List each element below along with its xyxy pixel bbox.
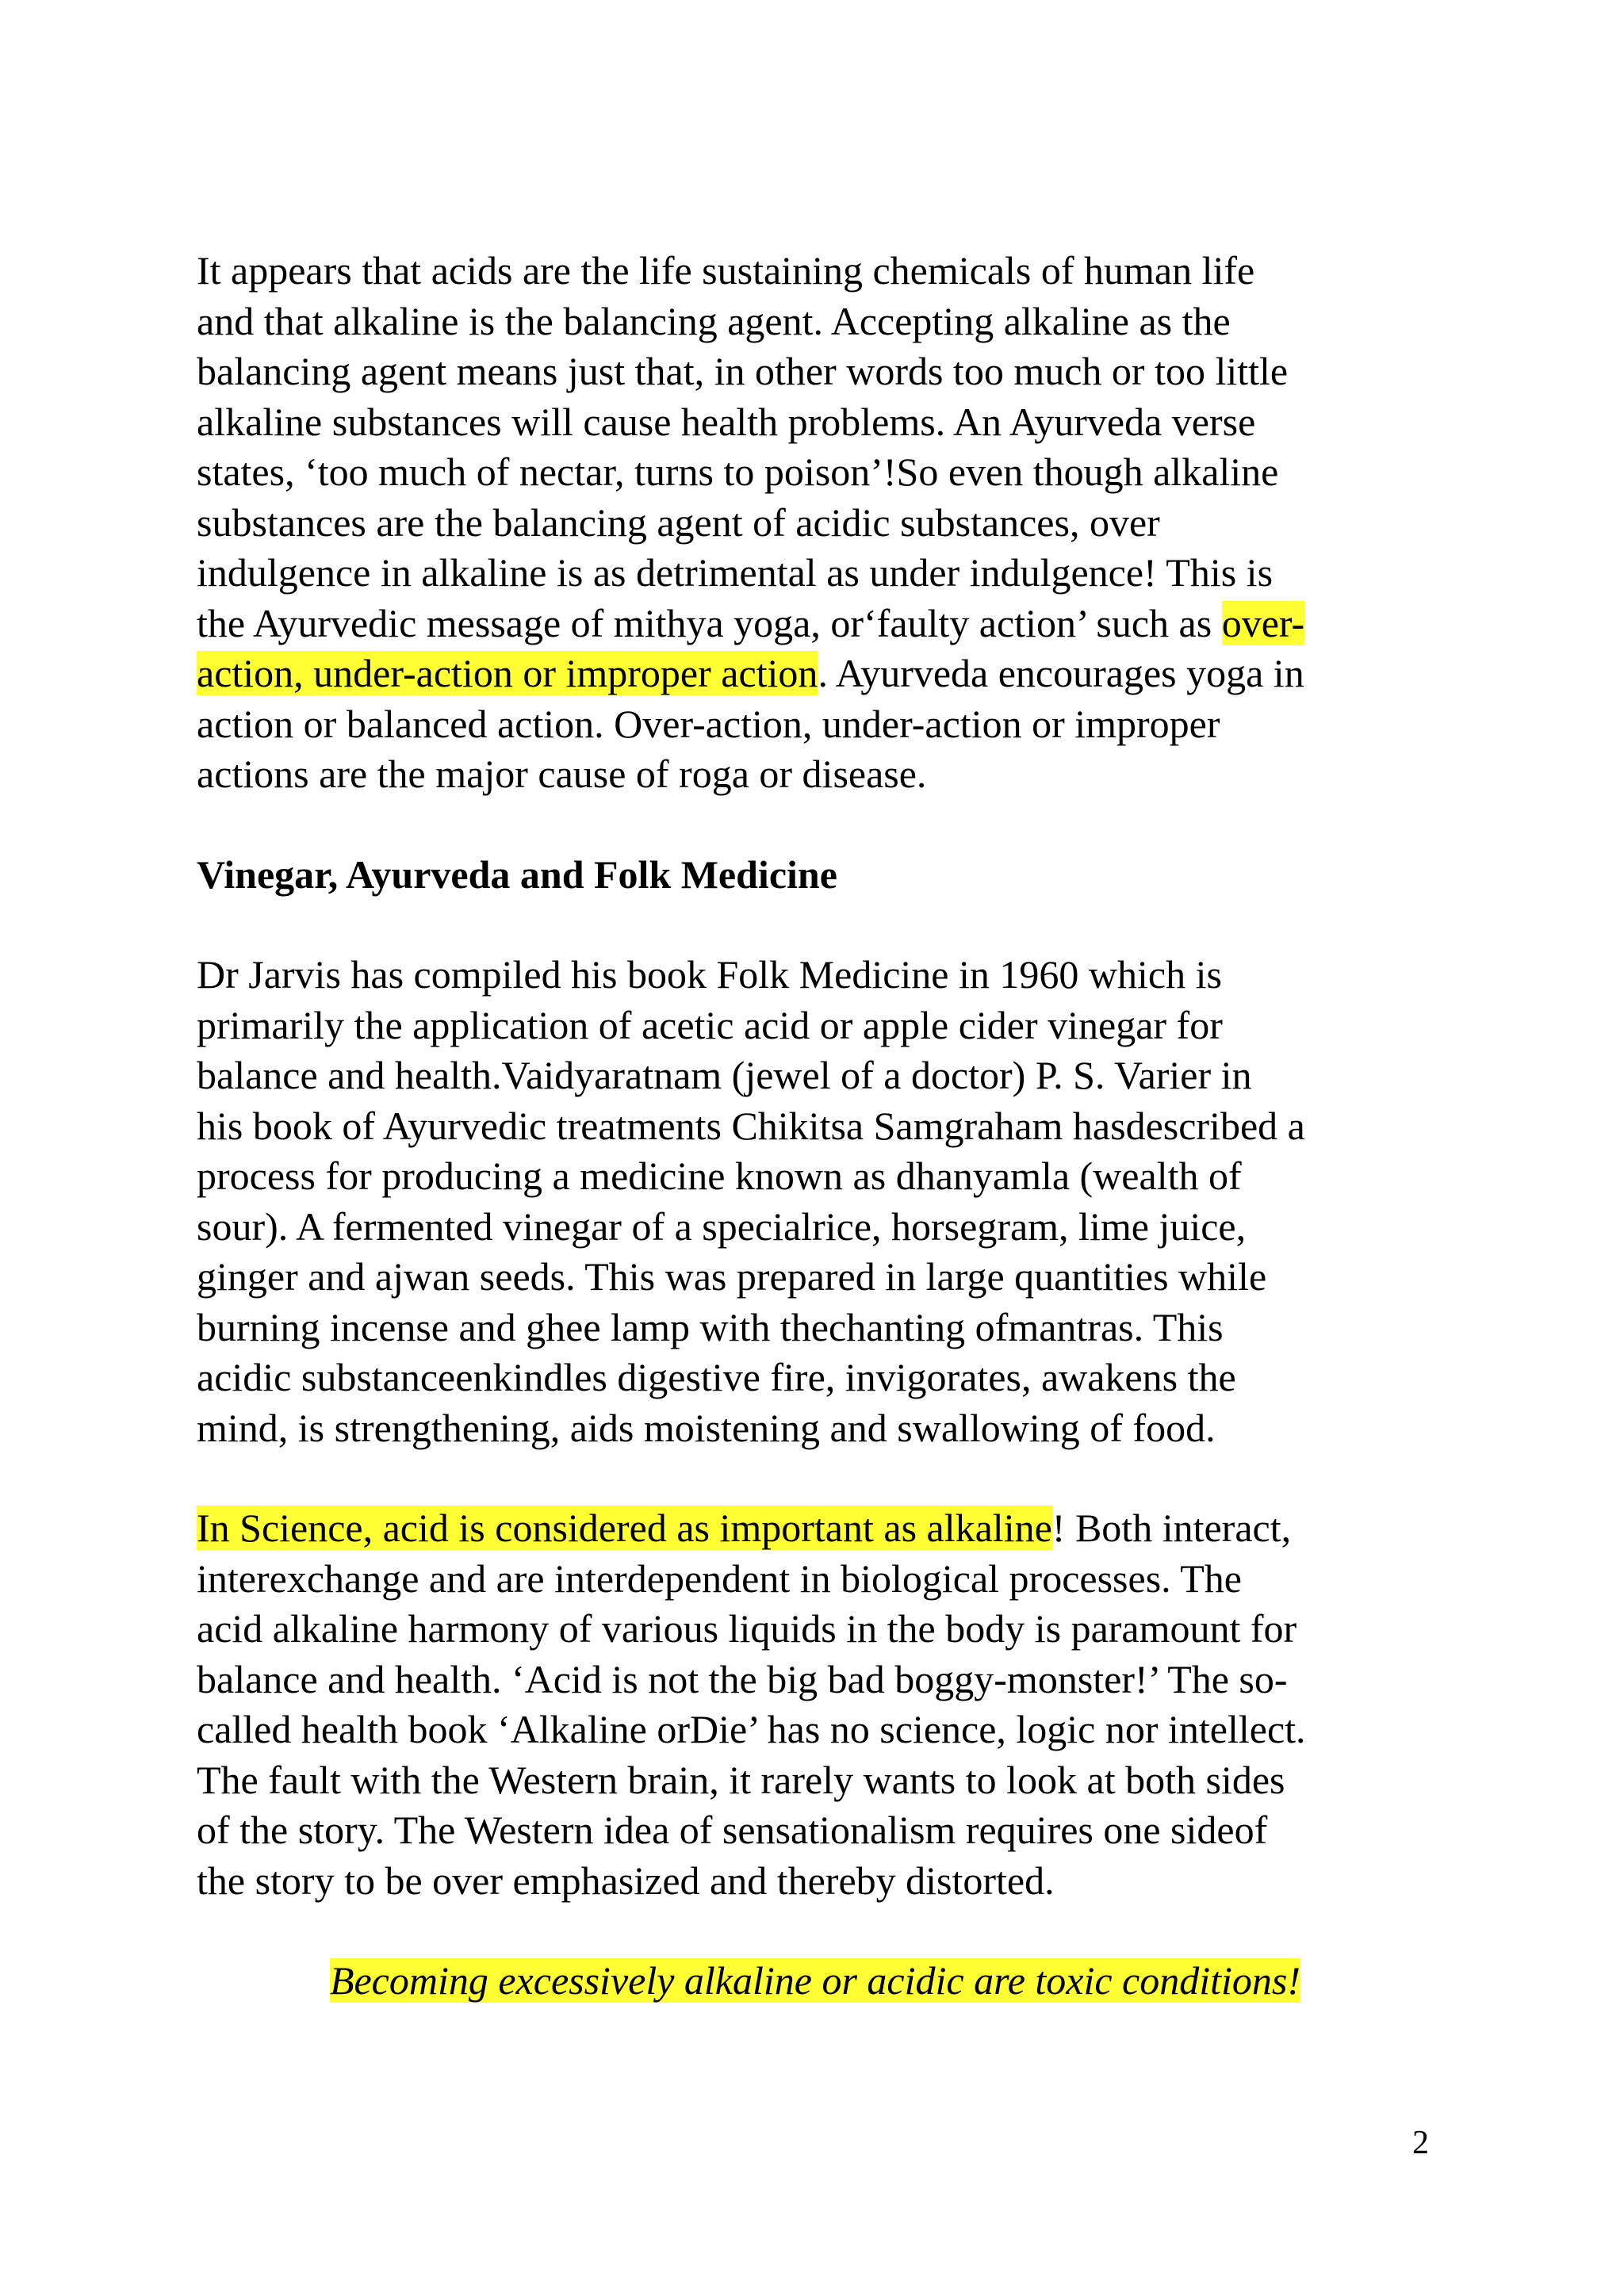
paragraph-acids-alkaline — [197, 246, 1434, 800]
callout-quote — [197, 1956, 1434, 2007]
text-line: balancing agent means just that, in other words too much or too little — [197, 349, 1289, 393]
text-line: sour). A fermented vinegar of a specialrice, horsegram, lime juice, — [197, 1203, 1247, 1249]
highlighted-text: In Science, acid is considered as important as alkaline — [197, 1506, 1052, 1550]
text-line: acid alkaline harmony of various liquids in the body is paramount for — [197, 1606, 1297, 1651]
text-segment: . Ayurveda encourages yoga in — [818, 651, 1304, 695]
page-number: 2 — [1412, 2125, 1429, 2161]
text-line — [197, 649, 1434, 699]
text-line: primarily the application of acetic acid or apple cider vinegar for — [197, 1002, 1223, 1047]
text-line: Dr Jarvis has compiled his book Folk Medicine in 1960 which is — [197, 952, 1222, 997]
text-line: actions are the major cause of roga or disease. — [197, 752, 927, 796]
text-line: mind, is strengthening, aids moistening and swallowing of food. — [197, 1405, 1216, 1450]
paragraph-science-acid — [197, 1503, 1434, 1906]
highlighted-callout: Becoming excessively alkaline or acidic are toxic conditions! — [329, 1958, 1301, 2003]
text-line: and that alkaline is the balancing agent. Accepting alkaline as the — [197, 298, 1231, 343]
text-segment: ! Both interact, — [1051, 1506, 1292, 1550]
text-line: the story to be over emphasized and thereby distorted. — [197, 1858, 1055, 1903]
text-line: indulgence in alkaline is as detrimental as under indulgence! This is — [197, 550, 1274, 595]
text-segment: the Ayurvedic message of mithya yoga, or‘faulty action’ such as — [197, 600, 1222, 645]
text-line — [197, 599, 1434, 649]
text-line: called health book ‘Alkaline orDie’ has no science, logic nor intellect. — [197, 1707, 1306, 1751]
highlighted-text: over- — [1221, 600, 1305, 645]
text-line: It appears that acids are the life sustaining chemicals of human life — [197, 248, 1255, 293]
text-line: balance and health.Vaidyaratnam (jewel of a doctor) P. S. Varier in — [197, 1053, 1252, 1097]
text-line: alkaline substances will cause health problems. An Ayurveda verse — [197, 399, 1256, 444]
section-heading: Vinegar, Ayurveda and Folk Medicine — [197, 851, 837, 897]
text-line: process for producing a medicine known as dhanyamla (wealth of — [197, 1154, 1242, 1198]
text-line: ginger and ajwan seeds. This was prepared in large quantities while — [197, 1254, 1267, 1299]
text-line: states, ‘too much of nectar, turns to poison’!So even though alkaline — [197, 450, 1279, 494]
document-page — [197, 246, 1434, 2007]
text-line: action or balanced action. Over-action, under-action or improper — [197, 701, 1220, 746]
text-line: of the story. The Western idea of sensationalism requires one sideof — [197, 1808, 1268, 1852]
text-line: his book of Ayurvedic treatments Chikitsa Samgraham hasdescribed a — [197, 1103, 1305, 1148]
text-line: acidic substanceenkindles digestive fire, invigorates, awakens the — [197, 1355, 1236, 1399]
text-line — [197, 1503, 1434, 1554]
text-line: The fault with the Western brain, it rarely wants to look at both sides — [197, 1757, 1285, 1802]
highlighted-text: action, under-action or improper action — [197, 651, 818, 695]
text-line: burning incense and ghee lamp with thechanting ofmantras. This — [197, 1304, 1224, 1349]
text-line: substances are the balancing agent of acidic substances, over — [197, 499, 1160, 545]
text-line: balance and health. ‘Acid is not the big bad boggy-monster!’ The so- — [197, 1656, 1288, 1701]
paragraph-folk-medicine — [197, 950, 1434, 1453]
text-line: interexchange and are interdependent in biological processes. The — [197, 1556, 1242, 1601]
